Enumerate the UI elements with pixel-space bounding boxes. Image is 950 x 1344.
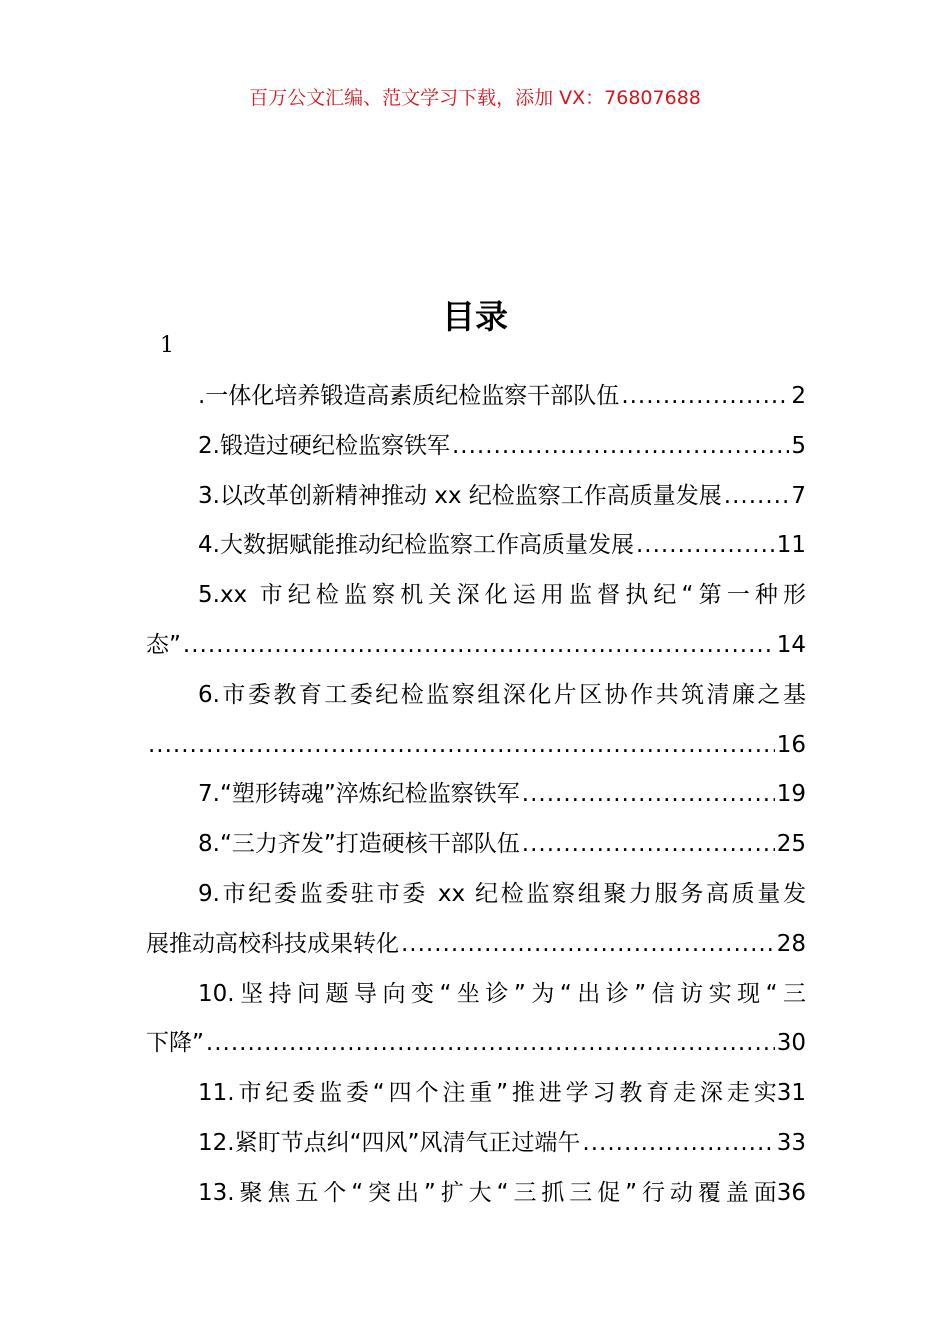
toc-entry-title: 2.锻造过硬纪检监察铁军	[198, 432, 450, 459]
toc-entry-11[interactable]	[146, 1069, 806, 1119]
toc-entry-title: 6.市委教育工委纪检监察组深化片区协作共筑清廉之基	[198, 681, 806, 708]
toc-entry-page: 28	[776, 930, 806, 957]
toc-entry-page: 30	[776, 1030, 806, 1057]
toc-leader-dots	[206, 1019, 775, 1069]
toc-leader-dots	[724, 472, 790, 522]
toc-entry-title: 13.聚焦五个“突出”扩大“三抓三促”行动覆盖面	[198, 1179, 777, 1206]
page-number: 1	[160, 333, 174, 358]
toc-entry-page: 33	[776, 1129, 806, 1156]
toc-entry-title: 4.大数据赋能推动纪检监察工作高质量发展	[198, 532, 634, 559]
toc-entry-page: 7	[791, 482, 806, 509]
toc-leader-dots	[148, 721, 775, 771]
toc-entry-page: 31	[776, 1080, 806, 1107]
toc-entry-9[interactable]	[146, 870, 806, 970]
toc-entry-3[interactable]	[146, 472, 806, 522]
toc-leader-dots	[522, 770, 775, 820]
toc-entry-10[interactable]	[146, 970, 806, 1070]
toc-entry-title: .一体化培养锻造高素质纪检监察干部队伍	[198, 383, 620, 409]
toc-entry-page: 11	[776, 532, 806, 559]
table-of-contents	[146, 372, 806, 1219]
toc-entry-title: 11.市纪委监委“四个注重”推进学习教育走深走实	[198, 1080, 777, 1107]
toc-entry-title: 3.以改革创新精神推动 xx 纪检监察工作高质量发展	[198, 482, 722, 509]
toc-entry-8[interactable]	[146, 820, 806, 870]
toc-leader-dots	[582, 1119, 774, 1169]
toc-entry-page: 19	[776, 781, 806, 808]
toc-entry-4[interactable]	[146, 521, 806, 571]
toc-entry-title: 8.“三力齐发”打造硬核干部队伍	[198, 831, 520, 858]
toc-entry-1[interactable]	[146, 372, 806, 422]
ad-banner: 百万公文汇编、范文学习下载，添加 VX：76807688	[249, 87, 701, 109]
toc-entry-6[interactable]	[146, 671, 806, 771]
toc-leader-dots	[401, 920, 775, 970]
toc-entry-title: 7.“塑形铸魂”淬炼纪检监察铁军	[198, 781, 520, 808]
toc-entry-2[interactable]	[146, 422, 806, 472]
toc-leader-dots	[522, 820, 775, 870]
toc-entry-page: 25	[776, 831, 806, 858]
toc-entry-page: 14	[776, 631, 806, 658]
toc-leader-dots	[183, 621, 775, 671]
toc-entry-page: 16	[776, 731, 806, 758]
toc-entry-title: 5.xx 市纪检监察机关深化运用监督执纪“第一种形	[198, 582, 806, 609]
toc-entry-13[interactable]	[146, 1169, 806, 1219]
toc-leader-dots	[621, 372, 789, 422]
toc-entry-12[interactable]	[146, 1119, 806, 1169]
toc-entry-title: 10.坚持问题导向变“坐诊”为“出诊”信访实现“三	[198, 980, 806, 1007]
toc-entry-5[interactable]	[146, 571, 806, 671]
toc-entry-page: 5	[791, 432, 806, 459]
toc-leader-dots	[636, 521, 775, 571]
toc-entry-title-cont: 态”	[146, 631, 181, 658]
toc-leader-dots	[452, 422, 789, 472]
toc-entry-title-cont: 展推动高校科技成果转化	[146, 930, 399, 957]
toc-entry-title: 9.市纪委监委驻市委 xx 纪检监察组聚力服务高质量发	[198, 880, 806, 907]
toc-entry-page: 2	[791, 383, 806, 409]
document-title: 目录	[442, 297, 508, 337]
toc-entry-page: 36	[776, 1179, 806, 1206]
toc-entry-7[interactable]	[146, 770, 806, 820]
toc-entry-title: 12.紧盯节点纠“四风”风清气正过端午	[198, 1129, 581, 1156]
toc-entry-title-cont: 下降”	[146, 1030, 204, 1057]
